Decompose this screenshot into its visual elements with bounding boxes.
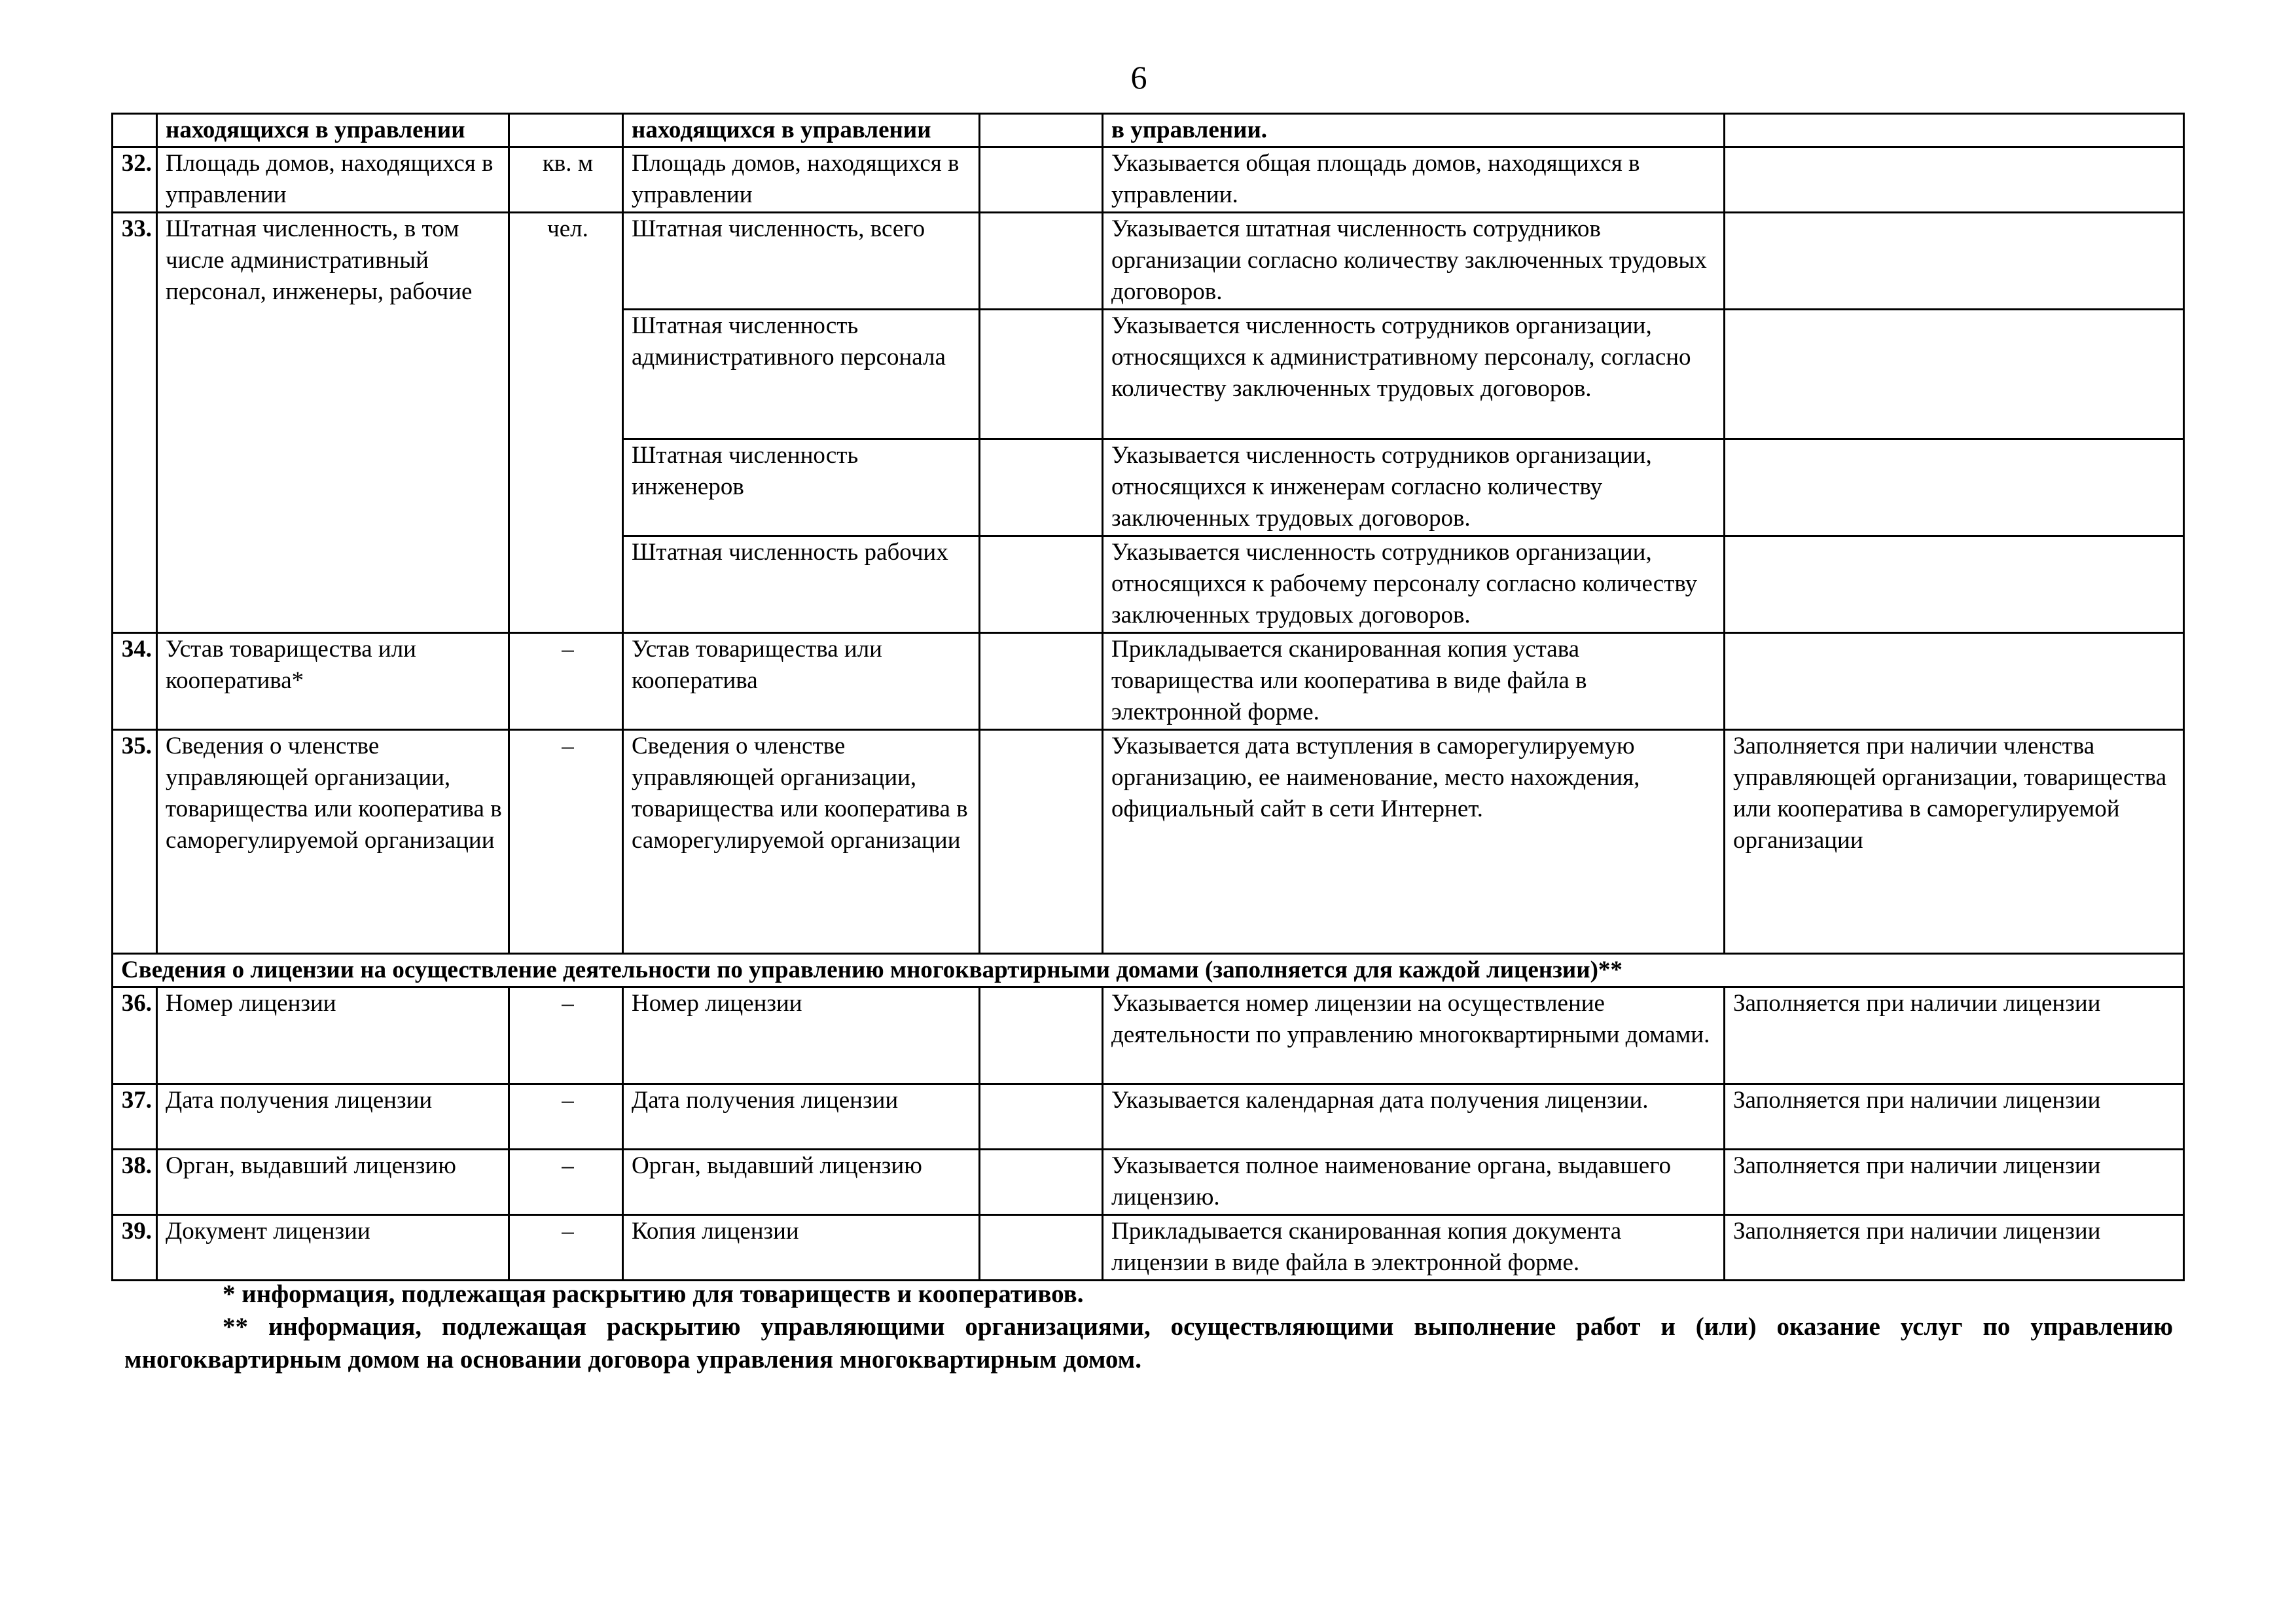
table-row: [113, 987, 2184, 1084]
extra-cell: [980, 310, 1103, 439]
field-name: Штатная численность рабочих: [623, 536, 980, 633]
unit-cell: –: [509, 987, 623, 1084]
description-cell: Указывается дата вступления в саморегулируемую организацию, ее наименование, место нахождения, официальный сайт в сети Интернет.: [1103, 730, 1725, 954]
extra-cell: [980, 1215, 1103, 1281]
indicator-name: Устав товарищества или кооператива*: [157, 633, 509, 730]
unit-cell: –: [509, 730, 623, 954]
table-row: [113, 1084, 2184, 1150]
row-number: 36.: [113, 987, 157, 1084]
extra-cell: [980, 633, 1103, 730]
description-cell: Прикладывается сканированная копия устава товарищества или кооператива в виде файла в электронной форме.: [1103, 633, 1725, 730]
field-name: Орган, выдавший лицензию: [623, 1150, 980, 1215]
extra-cell: [980, 1084, 1103, 1150]
note-cell: Заполняется при наличии лицензии: [1725, 1150, 2184, 1215]
note-cell: [1725, 147, 2184, 213]
note-cell: [1725, 114, 2184, 147]
description-cell: Указывается номер лицензии на осуществление деятельности по управлению многоквартирными домами.: [1103, 987, 1725, 1084]
field-name: Устав товарищества или кооператива: [623, 633, 980, 730]
field-name: Штатная численность административного персонала: [623, 310, 980, 439]
note-cell: Заполняется при наличии лицензии: [1725, 987, 2184, 1084]
row-number: [113, 114, 157, 147]
table-row: [113, 213, 2184, 310]
unit-cell: –: [509, 633, 623, 730]
description-cell: Указывается численность сотрудников организации, относящихся к инженерам согласно количеству заключенных трудовых договоров.: [1103, 439, 1725, 536]
extra-cell: [980, 536, 1103, 633]
note-cell: [1725, 536, 2184, 633]
field-name: Площадь домов, находящихся в управлении: [623, 147, 980, 213]
description-cell: Указывается численность сотрудников организации, относящихся к административному персоналу, согласно количеству заключенных трудовых договоров.: [1103, 310, 1725, 439]
page-number: 6: [1130, 59, 1147, 96]
field-name: Штатная численность инженеров: [623, 439, 980, 536]
table-row: [113, 1215, 2184, 1281]
unit-cell: чел.: [509, 213, 623, 633]
indicator-name: Орган, выдавший лицензию: [157, 1150, 509, 1215]
unit-cell: –: [509, 1084, 623, 1150]
field-name: Копия лицензии: [623, 1215, 980, 1281]
description-cell: в управлении.: [1103, 114, 1725, 147]
note-cell: Заполняется при наличии членства управляющей организации, товарищества или кооператива в саморегулируемой организации: [1725, 730, 2184, 954]
note-cell: [1725, 439, 2184, 536]
section-heading: Сведения о лицензии на осуществление деятельности по управлению многоквартирными домами (заполняется для каждой лицензии)**: [113, 954, 2184, 987]
row-number: 38.: [113, 1150, 157, 1215]
row-number: 32.: [113, 147, 157, 213]
footnote-1: * информация, подлежащая раскрытию для товариществ и кооперативов.: [223, 1280, 1084, 1308]
unit-cell: [509, 114, 623, 147]
description-cell: Указывается численность сотрудников организации, относящихся к рабочему персоналу согласно количеству заключенных трудовых договоров.: [1103, 536, 1725, 633]
field-name: находящихся в управлении: [623, 114, 980, 147]
description-cell: Указывается штатная численность сотрудников организации согласно количеству заключенных трудовых договоров.: [1103, 213, 1725, 310]
table-row: [113, 730, 2184, 954]
row-number: 37.: [113, 1084, 157, 1150]
note-cell: [1725, 633, 2184, 730]
note-cell: [1725, 310, 2184, 439]
row-number: 39.: [113, 1215, 157, 1281]
footnote-2: ** информация, подлежащая раскрытию управляющими организациями, осуществляющими выполнение работ и (или) оказание услуг по управлению многоквартирным домом на основании договора управления многоквартирным домом.: [124, 1313, 2173, 1374]
extra-cell: [980, 987, 1103, 1084]
note-cell: Заполняется при наличии лицензии: [1725, 1215, 2184, 1281]
row-number: 34.: [113, 633, 157, 730]
indicator-name: Площадь домов, находящихся в управлении: [157, 147, 509, 213]
indicator-name: Сведения о членстве управляющей организации, товарищества или кооператива в саморегулируемой организации: [157, 730, 509, 954]
extra-cell: [980, 1150, 1103, 1215]
section-heading-row: [113, 954, 2184, 987]
description-cell: Прикладывается сканированная копия документа лицензии в виде файла в электронной форме.: [1103, 1215, 1725, 1281]
field-name: Дата получения лицензии: [623, 1084, 980, 1150]
indicator-name: Дата получения лицензии: [157, 1084, 509, 1150]
footnotes: [124, 1278, 2173, 1376]
description-cell: Указывается полное наименование органа, выдавшего лицензию.: [1103, 1150, 1725, 1215]
extra-cell: [980, 730, 1103, 954]
unit-cell: –: [509, 1150, 623, 1215]
indicator-name: Номер лицензии: [157, 987, 509, 1084]
extra-cell: [980, 114, 1103, 147]
field-name: Сведения о членстве управляющей организации, товарищества или кооператива в саморегулируемой организации: [623, 730, 980, 954]
extra-cell: [980, 147, 1103, 213]
unit-cell: кв. м: [509, 147, 623, 213]
table-row: [113, 633, 2184, 730]
disclosure-table: [111, 113, 2185, 1281]
extra-cell: [980, 439, 1103, 536]
indicator-name: Штатная численность, в том числе административный персонал, инженеры, рабочие: [157, 213, 509, 633]
table-row: [113, 147, 2184, 213]
table-row: [113, 114, 2184, 147]
row-number: 35.: [113, 730, 157, 954]
note-cell: [1725, 213, 2184, 310]
description-cell: Указывается общая площадь домов, находящихся в управлении.: [1103, 147, 1725, 213]
extra-cell: [980, 213, 1103, 310]
table-row: [113, 1150, 2184, 1215]
indicator-name: Документ лицензии: [157, 1215, 509, 1281]
row-number: 33.: [113, 213, 157, 633]
note-cell: Заполняется при наличии лицензии: [1725, 1084, 2184, 1150]
indicator-name: находящихся в управлении: [157, 114, 509, 147]
unit-cell: –: [509, 1215, 623, 1281]
field-name: Штатная численность, всего: [623, 213, 980, 310]
description-cell: Указывается календарная дата получения лицензии.: [1103, 1084, 1725, 1150]
field-name: Номер лицензии: [623, 987, 980, 1084]
